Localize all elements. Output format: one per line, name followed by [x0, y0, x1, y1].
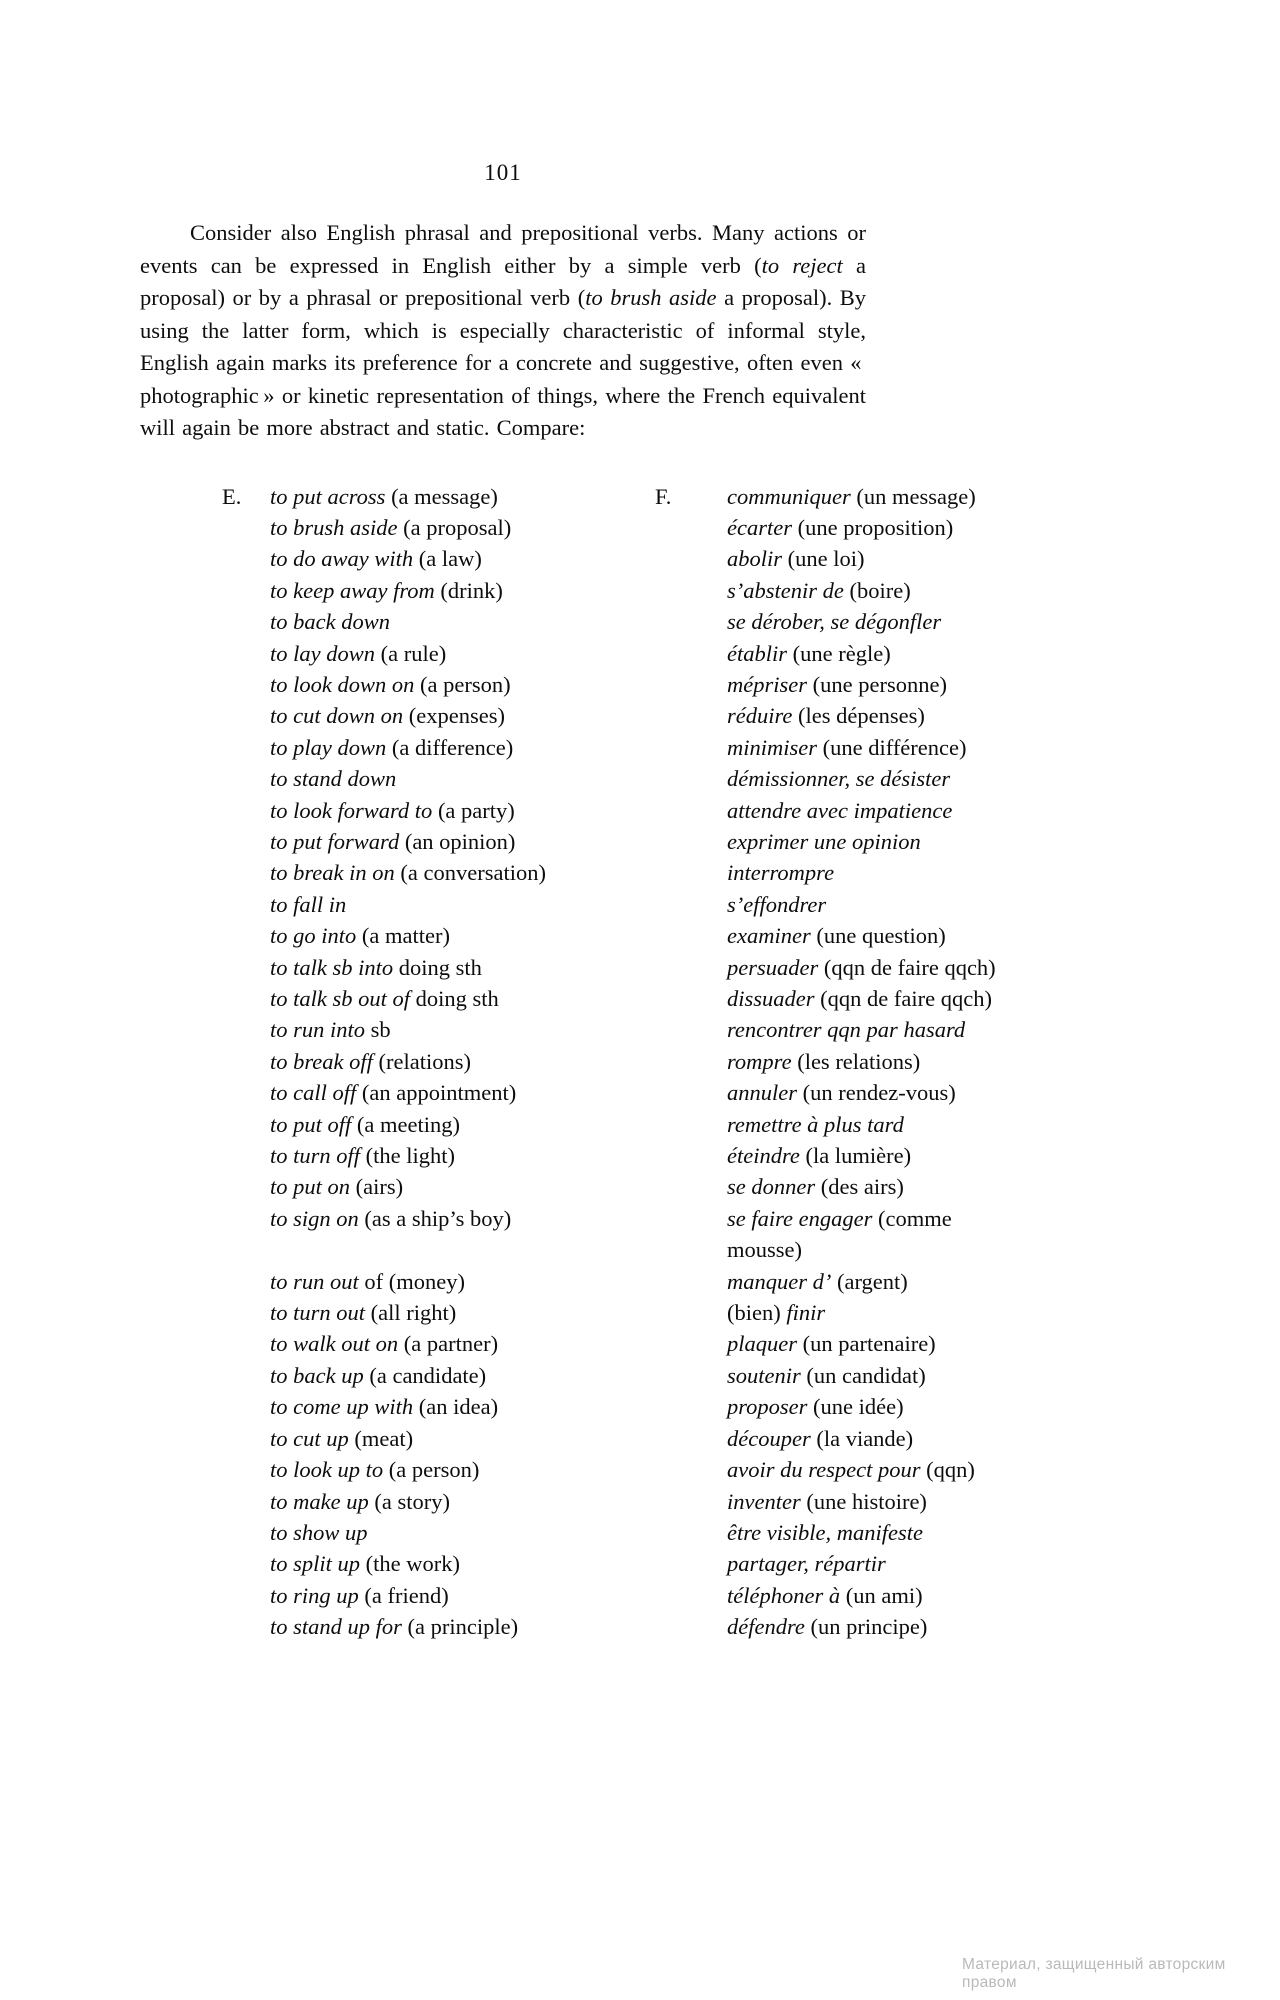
en-phrase: to put off (a meeting): [270, 1111, 460, 1137]
en-phrase: to break in on (a conversation): [270, 860, 546, 886]
fr-phrase: annuler (un rendez-vous): [727, 1080, 956, 1106]
column-label-english: [222, 1234, 270, 1265]
column-label-french: [655, 1486, 727, 1517]
fr-phrase: attendre avec impatience: [727, 797, 953, 823]
en-phrase: to stand up for (a principle): [270, 1614, 519, 1640]
fr-phrase: se faire engager (comme: [727, 1205, 952, 1231]
en-phrase: to put on (airs): [270, 1174, 404, 1200]
column-label-english: [222, 1517, 270, 1548]
column-label-french: [655, 1360, 727, 1391]
fr-phrase: démissionner, se désister: [727, 766, 951, 792]
column-label-english: [222, 763, 270, 794]
column-label-french: [655, 606, 727, 637]
en-phrase: to stand down: [270, 766, 397, 792]
column-label-english: [222, 983, 270, 1014]
en-phrase: to back down: [270, 609, 390, 635]
en-phrase: to run into sb: [270, 1017, 391, 1043]
column-label-english: [222, 952, 270, 983]
column-label-english: [222, 1171, 270, 1202]
en-phrase: to look up to (a person): [270, 1457, 480, 1483]
fr-phrase: exprimer une opinion: [727, 828, 921, 854]
en-phrase: to ring up (a friend): [270, 1582, 449, 1608]
fr-phrase: téléphoner à (un ami): [727, 1582, 923, 1608]
fr-phrase: écarter (une proposition): [727, 514, 954, 540]
column-label-french: [655, 826, 727, 857]
en-phrase: to lay down (a rule): [270, 640, 447, 666]
column-label-french: [655, 1611, 727, 1642]
fr-phrase: interrompre: [727, 860, 835, 886]
column-label-english: [222, 669, 270, 700]
column-label-french: [655, 1580, 727, 1611]
column-label-english: [222, 575, 270, 606]
en-phrase: to turn off (the light): [270, 1143, 455, 1169]
copyright-watermark: Материал, защищенный авторским правом: [962, 1956, 1226, 1991]
fr-phrase: rompre (les relations): [727, 1048, 921, 1074]
fr-phrase: découper (la viande): [727, 1425, 914, 1451]
column-label-english: [222, 543, 270, 574]
vocab-table: [222, 481, 996, 1643]
column-label-english: [222, 1486, 270, 1517]
fr-phrase: plaquer (un partenaire): [727, 1331, 936, 1357]
column-label-french: [655, 512, 727, 543]
column-label-french: [655, 1203, 727, 1234]
en-phrase: to go into (a matter): [270, 923, 450, 949]
column-label-english: [222, 1140, 270, 1171]
column-label-english: [222, 1077, 270, 1108]
fr-phrase: soutenir (un candidat): [727, 1362, 926, 1388]
column-label-french: [655, 732, 727, 763]
fr-phrase: rencontrer qqn par hasard: [727, 1017, 966, 1043]
column-label-french: [655, 543, 727, 574]
column-label-english: [222, 1109, 270, 1140]
fr-phrase: établir (une règle): [727, 640, 891, 666]
column-label-english: [222, 638, 270, 669]
column-label-french: [655, 1140, 727, 1171]
en-phrase: to look forward to (a party): [270, 797, 515, 823]
column-label-english: [222, 1423, 270, 1454]
column-label-french: [655, 795, 727, 826]
en-phrase: to do away with (a law): [270, 546, 482, 572]
fr-phrase: avoir du respect pour (qqn): [727, 1457, 975, 1483]
page-number: 101: [484, 160, 522, 185]
intro-paragraph: Consider also English phrasal and prepositional verbs. Many actions or events can be expressed in English either by a simple verb (to reject a proposal) or by a phrasal or prepositional verb (to brush aside a proposal). By using the latter form, which is especially characteristic of informal style, English again marks its preference for a concrete and suggestive, often even « photographic » or kinetic representation of things, where the French equivalent will again be more abstract and static. Compare:: [140, 220, 866, 440]
column-label-english: [222, 1548, 270, 1579]
fr-phrase: s’abstenir de (boire): [727, 577, 911, 603]
column-label-french: [655, 1391, 727, 1422]
column-label-english: E.: [222, 483, 242, 509]
en-phrase: to show up: [270, 1519, 368, 1545]
column-label-french: [655, 1046, 727, 1077]
fr-phrase: remettre à plus tard: [727, 1111, 904, 1137]
column-label-french: [655, 1328, 727, 1359]
fr-phrase: minimiser (une différence): [727, 734, 967, 760]
en-phrase: to back up (a candidate): [270, 1362, 487, 1388]
fr-phrase: examiner (une question): [727, 923, 946, 949]
column-label-english: [222, 1046, 270, 1077]
column-label-french: [655, 1109, 727, 1140]
column-label-french: F.: [655, 483, 672, 509]
fr-phrase: éteindre (la lumière): [727, 1143, 912, 1169]
en-phrase: to call off (an appointment): [270, 1080, 517, 1106]
column-label-french: [655, 1297, 727, 1328]
fr-phrase: se dérober, se dégonfler: [727, 609, 942, 635]
en-phrase: to talk sb out of doing sth: [270, 986, 499, 1011]
column-label-french: [655, 857, 727, 888]
column-label-english: [222, 1297, 270, 1328]
column-label-english: [222, 1360, 270, 1391]
en-phrase: to sign on (as a ship’s boy): [270, 1205, 512, 1231]
column-label-french: [655, 1454, 727, 1485]
column-label-french: [655, 952, 727, 983]
fr-phrase: abolir (une loi): [727, 546, 865, 572]
column-label-english: [222, 700, 270, 731]
en-phrase: to split up (the work): [270, 1551, 460, 1577]
fr-phrase: s’effondrer: [727, 891, 827, 917]
column-label-french: [655, 575, 727, 606]
column-label-french: [655, 1077, 727, 1108]
column-label-french: [655, 1014, 727, 1045]
column-label-french: [655, 638, 727, 669]
en-phrase: to walk out on (a partner): [270, 1331, 499, 1357]
fr-phrase: communiquer (un message): [727, 483, 976, 509]
column-label-french: [655, 1266, 727, 1297]
fr-phrase: défendre (un principe): [727, 1614, 928, 1640]
column-label-english: [222, 606, 270, 637]
fr-phrase: partager, répartir: [727, 1551, 886, 1577]
en-phrase: to play down (a difference): [270, 734, 514, 760]
en-phrase: to make up (a story): [270, 1488, 450, 1514]
fr-phrase: dissuader (qqn de faire qqch): [727, 986, 992, 1011]
column-label-french: [655, 669, 727, 700]
en-phrase: to run out of (money): [270, 1268, 465, 1294]
fr-phrase: proposer (une idée): [727, 1394, 904, 1420]
column-label-english: [222, 826, 270, 857]
column-label-french: [655, 1517, 727, 1548]
column-label-english: [222, 1014, 270, 1045]
column-label-english: [222, 1328, 270, 1359]
en-phrase: to break off (relations): [270, 1048, 471, 1074]
en-phrase: to turn out (all right): [270, 1300, 457, 1326]
column-label-english: [222, 1611, 270, 1642]
column-label-french: [655, 920, 727, 951]
fr-phrase: persuader (qqn de faire qqch): [727, 954, 996, 980]
fr-phrase: inventer (une histoire): [727, 1488, 927, 1514]
en-phrase: to talk sb into doing sth: [270, 954, 482, 980]
column-label-english: [222, 889, 270, 920]
column-label-english: [222, 1266, 270, 1297]
en-phrase: to cut down on (expenses): [270, 703, 505, 729]
en-phrase: to fall in: [270, 891, 347, 917]
fr-phrase: mousse): [727, 1237, 802, 1263]
en-phrase: to put forward (an opinion): [270, 828, 516, 854]
column-label-english: [222, 920, 270, 951]
en-phrase: to cut up (meat): [270, 1425, 414, 1451]
column-label-english: [222, 1203, 270, 1234]
en-phrase: to brush aside (a proposal): [270, 514, 512, 540]
fr-phrase: être visible, manifeste: [727, 1519, 923, 1545]
column-label-english: [222, 732, 270, 763]
fr-phrase: manquer d’ (argent): [727, 1268, 908, 1294]
column-label-french: [655, 700, 727, 731]
fr-phrase: réduire (les dépenses): [727, 703, 925, 729]
page-content: [140, 0, 996, 1643]
fr-phrase: (bien) finir: [727, 1300, 826, 1326]
column-label-french: [655, 763, 727, 794]
column-label-english: [222, 1580, 270, 1611]
en-phrase: to put across (a message): [270, 483, 498, 509]
column-label-french: [655, 983, 727, 1014]
fr-phrase: mépriser (une personne): [727, 671, 947, 697]
column-label-french: [655, 889, 727, 920]
column-label-french: [655, 1423, 727, 1454]
en-phrase: [270, 1234, 655, 1265]
fr-phrase: se donner (des airs): [727, 1174, 904, 1200]
column-label-english: [222, 795, 270, 826]
column-label-french: [655, 1171, 727, 1202]
en-phrase: to keep away from (drink): [270, 577, 503, 603]
column-label-english: [222, 857, 270, 888]
column-label-french: [655, 1548, 727, 1579]
en-phrase: to look down on (a person): [270, 671, 511, 697]
en-phrase: to come up with (an idea): [270, 1394, 499, 1420]
column-label-english: [222, 1454, 270, 1485]
column-label-french: [655, 1234, 727, 1265]
column-label-english: [222, 512, 270, 543]
column-label-english: [222, 1391, 270, 1422]
